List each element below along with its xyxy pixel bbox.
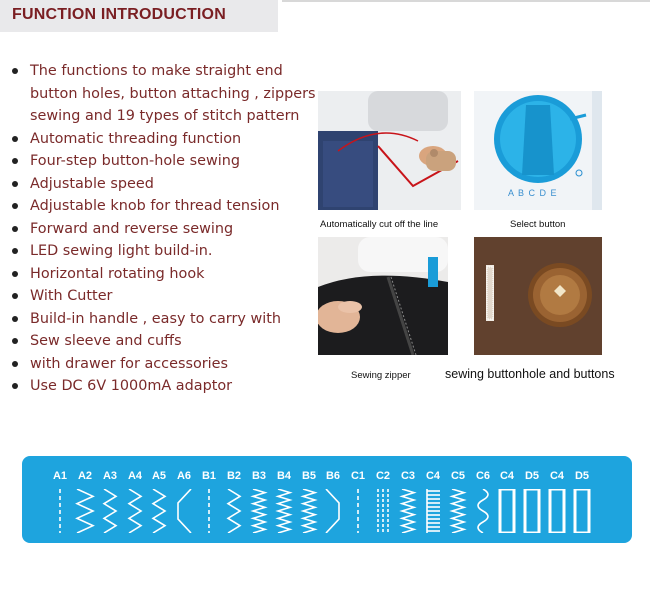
bullet-icon xyxy=(12,136,18,142)
feature-text: Forward and reverse sewing xyxy=(30,220,234,237)
stitch-item xyxy=(73,456,97,543)
stitch-code: A3 xyxy=(102,470,118,482)
feature-text: with drawer for accessories xyxy=(30,355,229,372)
stitch-code: C4 xyxy=(499,470,515,482)
stitch-code: A6 xyxy=(176,470,192,482)
caption-select-button: Select button xyxy=(510,219,566,230)
stitch-code: C2 xyxy=(375,470,391,482)
stitch-dense-zigzag-icon xyxy=(274,489,294,533)
stitch-code: D5 xyxy=(574,470,590,482)
stitch-code: A2 xyxy=(77,470,93,482)
feature-text: Use DC 6V 1000mA adaptor xyxy=(30,378,233,394)
feature-item xyxy=(10,375,320,398)
stitch-item xyxy=(98,456,122,543)
stitch-code: C4 xyxy=(549,470,565,482)
bullet-icon xyxy=(12,68,18,74)
stitch-straight-icon xyxy=(199,489,219,533)
feature-item xyxy=(10,263,320,286)
stitch-item xyxy=(272,456,296,543)
stitch-item xyxy=(570,456,594,543)
stitch-buttonhole-icon xyxy=(547,489,567,533)
stitch-code: C5 xyxy=(450,470,466,482)
stitch-item xyxy=(147,456,171,543)
feature-text: Adjustable speed xyxy=(30,175,154,192)
bullet-icon xyxy=(12,383,18,389)
stitch-dense-zigzag-icon xyxy=(398,489,418,533)
caption-buttonhole: sewing buttonhole and buttons xyxy=(445,367,615,381)
stitch-item xyxy=(471,456,495,543)
stitch-wave-icon xyxy=(473,489,493,533)
stitch-item xyxy=(346,456,370,543)
stitch-code: B2 xyxy=(226,470,242,482)
stitch-bracket-icon xyxy=(174,489,194,533)
feature-item xyxy=(10,308,320,331)
stitch-code: B4 xyxy=(276,470,292,482)
bullet-icon xyxy=(12,361,18,367)
feature-item xyxy=(10,353,320,376)
stitch-code: A4 xyxy=(127,470,143,482)
stitch-code: B1 xyxy=(201,470,217,482)
feature-list xyxy=(10,60,320,398)
stitch-ladder-icon xyxy=(423,489,443,533)
stitch-code: A5 xyxy=(151,470,167,482)
bullet-icon xyxy=(12,181,18,187)
top-divider xyxy=(282,0,650,2)
feature-item xyxy=(10,60,320,128)
stitch-buttonhole-icon xyxy=(497,489,517,533)
bullet-icon xyxy=(12,271,18,277)
stitch-bracket-reverse-icon xyxy=(323,489,343,533)
stitch-straight-icon xyxy=(348,489,368,533)
stitch-code: B3 xyxy=(251,470,267,482)
feature-item xyxy=(10,285,320,308)
feature-text: With Cutter xyxy=(30,288,113,304)
stitch-item xyxy=(123,456,147,543)
stitch-zigzag-icon xyxy=(224,489,244,533)
feature-text: Adjustable knob for thread tension xyxy=(30,198,280,214)
dial-letters: A B C D E xyxy=(508,188,558,198)
bullet-icon xyxy=(12,226,18,232)
feature-text: Automatic threading function xyxy=(30,130,242,147)
stitch-dense-zigzag-icon xyxy=(299,489,319,533)
stitch-item xyxy=(247,456,271,543)
bullet-icon xyxy=(12,203,18,209)
stitch-item xyxy=(545,456,569,543)
feature-item xyxy=(10,240,320,263)
photo-select-button xyxy=(474,91,602,210)
stitch-code: A1 xyxy=(52,470,68,482)
stitch-item xyxy=(495,456,519,543)
stitch-item xyxy=(297,456,321,543)
stitch-straight-icon xyxy=(50,489,70,533)
stitch-item xyxy=(520,456,544,543)
feature-item xyxy=(10,173,320,196)
bullet-icon xyxy=(12,293,18,299)
feature-text: LED sewing light build-in. xyxy=(30,243,213,259)
stitch-code: B5 xyxy=(301,470,317,482)
stitch-zigzag-icon xyxy=(100,489,120,533)
feature-item xyxy=(10,195,320,218)
feature-item xyxy=(10,330,320,353)
stitch-item xyxy=(222,456,246,543)
stitch-buttonhole-icon xyxy=(572,489,592,533)
stitch-item xyxy=(197,456,221,543)
stitch-dense-zigzag-icon xyxy=(249,489,269,533)
stitch-item xyxy=(371,456,395,543)
stitch-item xyxy=(48,456,72,543)
stitch-pattern-panel xyxy=(22,456,632,543)
photo-buttonhole xyxy=(474,237,602,355)
bullet-icon xyxy=(12,248,18,254)
stitch-item xyxy=(396,456,420,543)
bullet-icon xyxy=(12,338,18,344)
photo-auto-cut xyxy=(318,91,461,210)
feature-text: Sew sleeve and cuffs xyxy=(30,333,182,349)
feature-item xyxy=(10,218,320,241)
stitch-code: C4 xyxy=(425,470,441,482)
photo-sewing-zipper xyxy=(318,237,448,355)
page-title: FUNCTION INTRODUCTION xyxy=(12,6,226,23)
stitch-code: D5 xyxy=(524,470,540,482)
feature-text: Four-step button-hole sewing xyxy=(30,153,240,169)
stitch-triple-icon xyxy=(373,489,393,533)
stitch-zigzag-icon xyxy=(149,489,169,533)
stitch-dense-zigzag-icon xyxy=(448,489,468,533)
bullet-icon xyxy=(12,158,18,164)
stitch-zigzag-wide-icon xyxy=(75,489,95,533)
stitch-code: C3 xyxy=(400,470,416,482)
stitch-item xyxy=(172,456,196,543)
feature-text: Build-in handle , easy to carry with xyxy=(30,310,281,327)
stitch-item xyxy=(446,456,470,543)
caption-sewing-zipper: Sewing zipper xyxy=(351,370,411,381)
feature-text: The functions to make straight end button holes, button attaching , zippers sewing and 19 types of stitch pattern xyxy=(30,63,316,124)
header-bar xyxy=(0,0,278,32)
feature-item xyxy=(10,150,320,173)
stitch-buttonhole-icon xyxy=(522,489,542,533)
stitch-code: C6 xyxy=(475,470,491,482)
stitch-code: C1 xyxy=(350,470,366,482)
stitch-zigzag-icon xyxy=(125,489,145,533)
feature-item xyxy=(10,128,320,151)
stitch-item xyxy=(421,456,445,543)
feature-text: Horizontal rotating hook xyxy=(30,265,205,282)
stitch-item xyxy=(321,456,345,543)
bullet-icon xyxy=(12,316,18,322)
caption-auto-cut: Automatically cut off the line xyxy=(320,219,439,230)
stitch-code: B6 xyxy=(325,470,341,482)
